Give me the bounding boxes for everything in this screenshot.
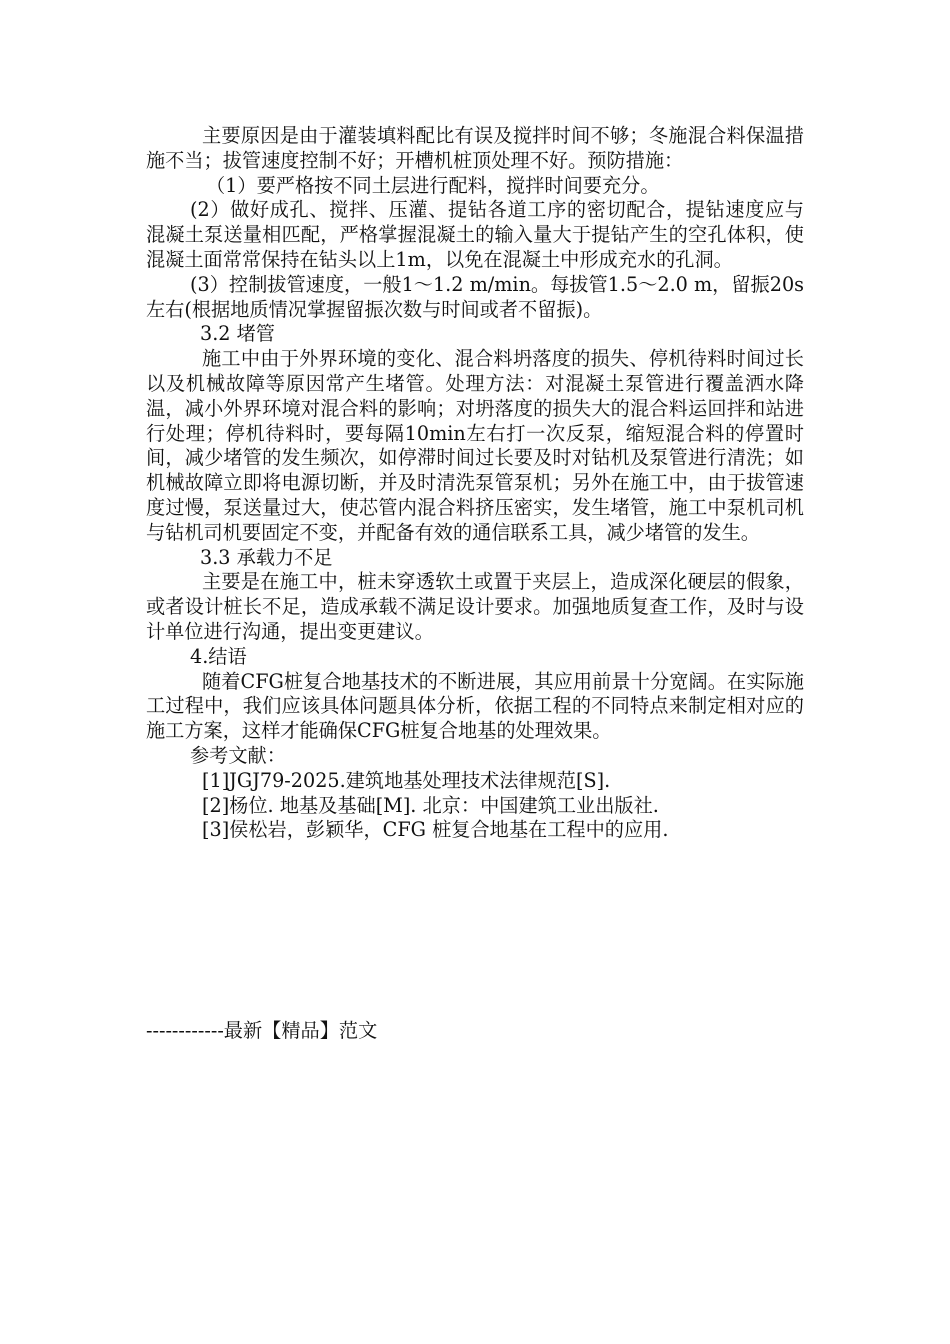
references-heading: 参考文献： (190, 743, 286, 767)
section-heading-conclusion: 4.结语 (190, 644, 247, 668)
paragraph-measure-3: (3）控制拔管速度，一般1～1.2 m/min。每拔管1.5～2.0 m，留振20s左右(根据地质情况掌握留振次数与时间或者不留振)。 (146, 272, 805, 321)
section-heading-bearing: 3.3 承载力不足 (200, 545, 333, 569)
reference-item: [1]JGJ79-2025.建筑地基处理技术法律规范[S]. (202, 768, 611, 792)
document-body (146, 124, 804, 843)
reference-item: [2]杨位. 地基及基础[M]. 北京：中国建筑工业出版社. (202, 793, 659, 817)
paragraph-bearing: 主要是在施工中，桩未穿透软土或置于夹层上，造成深化硬层的假象，或者设计桩长不足，造成承载不满足设计要求。加强地质复查工作，及时与设计单位进行沟通，提出变更建议。 (146, 570, 804, 643)
page-footer: ------------最新【精品】范文 (146, 1019, 378, 1042)
paragraph-measure-1: （1）要严格按不同土层进行配料，搅拌时间要充分。 (206, 173, 660, 197)
paragraph-blockage: 施工中由于外界环境的变化、混合料坍落度的损失、停机待料时间过长以及机械故障等原因常产生堵管。处理方法：对混凝土泵管进行覆盖洒水降温，减小外界环境对混合料的影响；对坍落度的损失大的混合料运回拌和站进行处理；停机待料时，要每隔10min左右打一次反泵，缩短混合料的停置时间，减少堵管的发生频次，如停滞时间过长要及时对钻机及泵管进行清洗；如机械故障立即将电源切断，并及时清洗泵管泵机；另外在施工中，由于拔管速度过慢，泵送量过大，使芯管内混合料挤压密实，发生堵管，施工中泵机司机与钻机司机要固定不变，并配备有效的通信联系工具，减少堵管的发生。 (146, 347, 804, 544)
reference-item: [3]侯松岩，彭颖华，CFG 桩复合地基在工程中的应用. (202, 818, 669, 842)
paragraph-cause: 主要原因是由于灌装填料配比有误及搅拌时间不够；冬施混合料保温措施不当；拔管速度控制不好；开槽机桩顶处理不好。预防措施： (146, 124, 804, 172)
paragraph-conclusion: 随着CFG桩复合地基技术的不断进展，其应用前景十分宽阔。在实际施工过程中，我们应该具体问题具体分析，依据工程的不同特点来制定相对应的施工方案，这样才能确保CFG桩复合地基的处理效果。 (146, 669, 804, 743)
section-heading-blockage: 3.2 堵管 (200, 322, 275, 346)
paragraph-measure-2: (2）做好成孔、搅拌、压灌、提钻各道工序的密切配合，提钻速度应与混凝土泵送量相匹配，严格掌握混凝土的输入量大于提钻产生的空孔体积，使混凝土面常常保持在钻头以上1m，以免在混凝土中形成充水的孔洞。 (146, 198, 804, 271)
